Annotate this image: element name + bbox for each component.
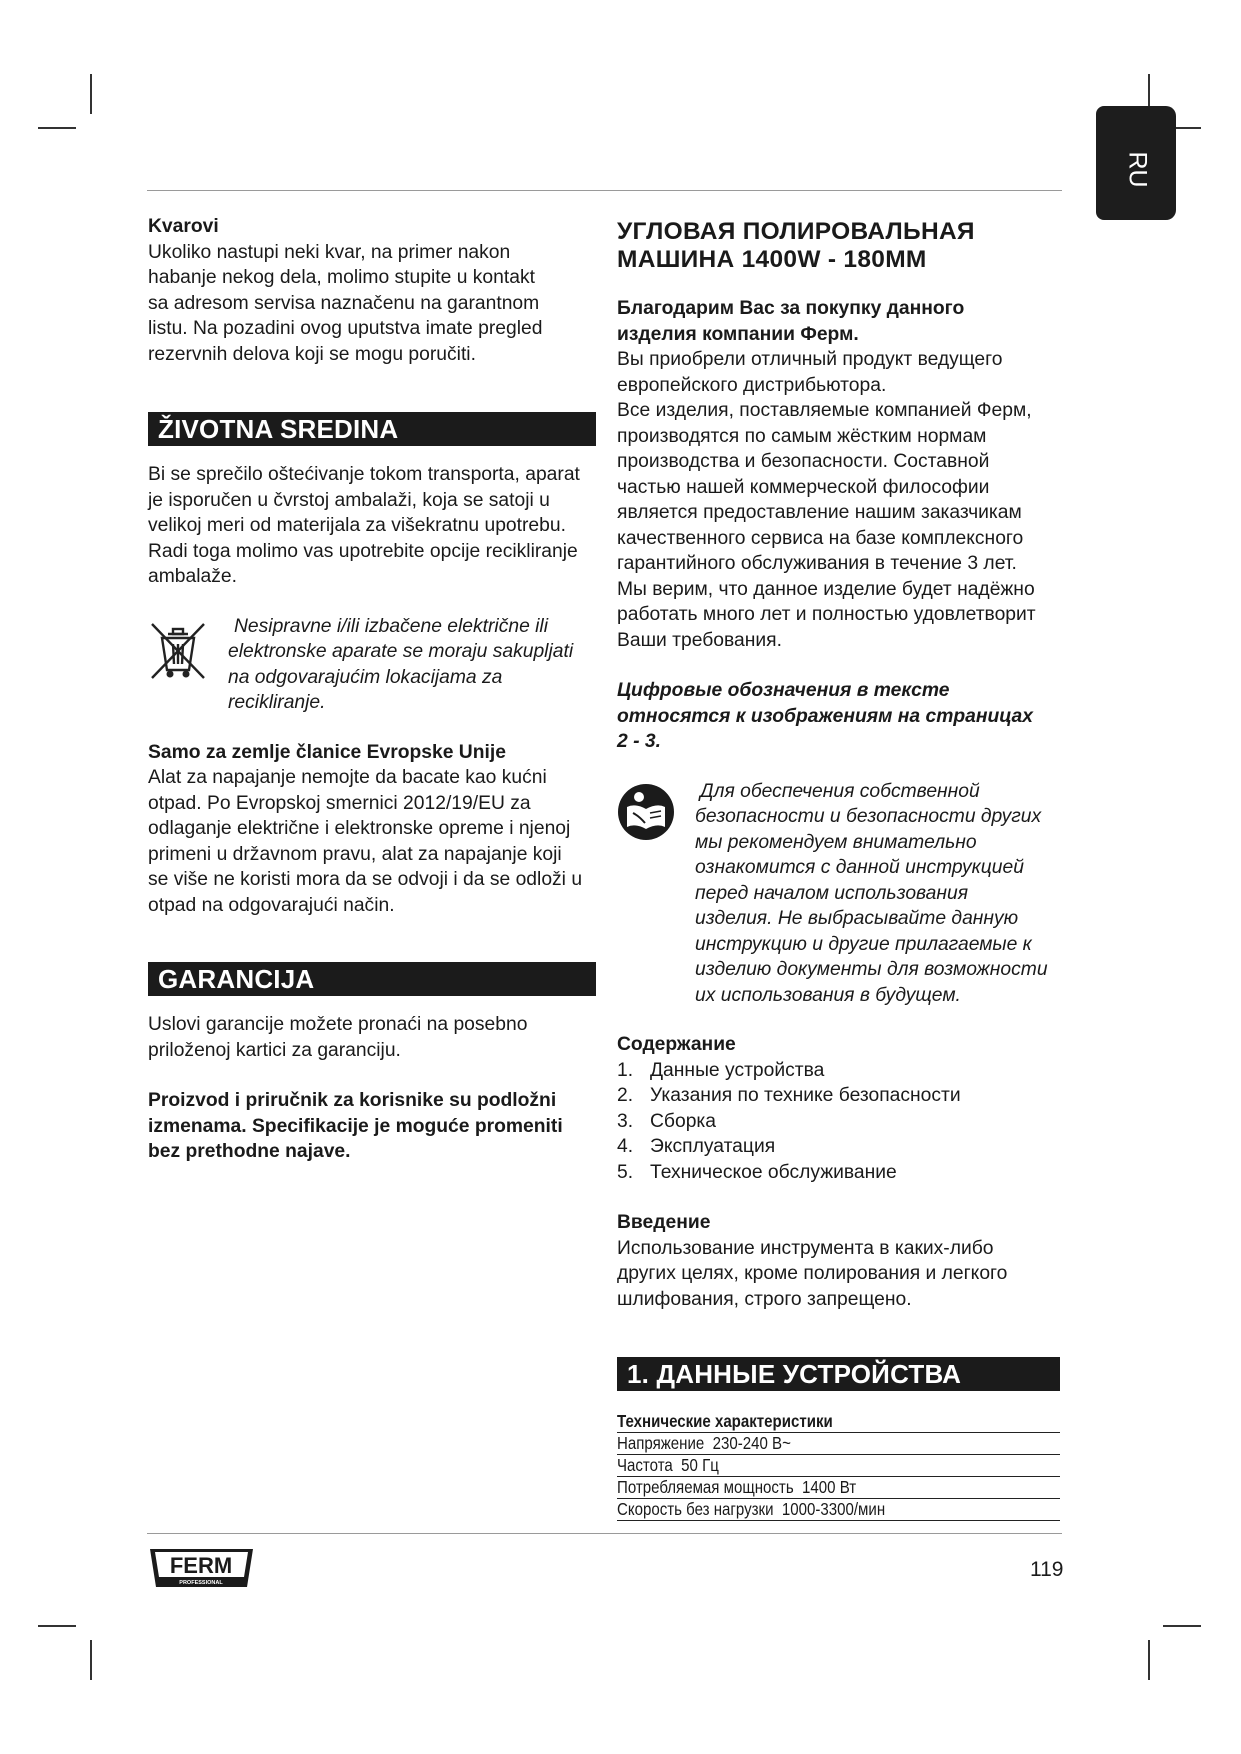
weee-line: Nesipravne i/ili izbačene električne ili [234, 615, 548, 637]
body-line: Мы верим, что данное изделие будет надёжно [617, 578, 1035, 600]
crop-mark [38, 1625, 76, 1627]
contents-item: 5. Техническое обслуживание [617, 1161, 897, 1183]
figure-note-line: относятся к изображениям на страницах [617, 705, 1033, 727]
spec-label: Напряжение [617, 1433, 705, 1453]
crop-mark [1163, 1625, 1201, 1627]
body-line: Использование инструмента в каких-либо [617, 1237, 994, 1259]
specs-heading-row [617, 1411, 1060, 1433]
contents-item: 4. Эксплуатация [617, 1136, 776, 1157]
left-column [148, 214, 608, 1165]
safety-line: их использования в будущем. [695, 984, 961, 1006]
body-line: primeni u državnom pravu, alat za napajanje koji [148, 843, 562, 865]
body-line: частью нашей коммерческой философии [617, 476, 990, 498]
read-manual-icon [617, 783, 675, 841]
language-tab [1096, 106, 1176, 220]
body-line: Uslovi garancije možete pronaći na posebno [148, 1014, 528, 1035]
disclaimer-line: bez prethodne najave. [148, 1141, 351, 1162]
safety-line: изделия. Не выбрасывайте данную [695, 908, 1019, 929]
figure-note-line: Цифровые обозначения в тексте [617, 680, 950, 701]
specs-table [617, 1411, 1060, 1521]
spec-value: 1000-3300/мин [781, 1499, 886, 1519]
section-heading-zivotna-sredina: ŽIVOTNA SREDINA [148, 412, 596, 446]
crossed-bin-icon [148, 620, 208, 682]
product-title-line: МАШИНА 1400W - 180MM [617, 246, 927, 273]
body-line: ambalaže. [148, 566, 237, 587]
body-line: Вы приобрели отличный продукт ведущего [617, 349, 1003, 370]
spec-row [617, 1455, 1060, 1477]
body-line: se više ne koristi mora da se odvoji i da se odloži u [148, 869, 583, 890]
safety-line: ознакомится с данной инструкцией [695, 857, 1024, 878]
body-line: Все изделия, поставляемые компанией Ферм, [617, 400, 1032, 421]
figure-note-line: 2 - 3. [617, 731, 661, 752]
crop-mark [90, 1640, 92, 1680]
weee-line: na odgovarajućim lokacijama za [228, 666, 503, 688]
spec-value: 230-240 В~ [712, 1433, 791, 1453]
body-line: habanje nekog dela, molimo stupite u kontakt [148, 267, 535, 288]
body-line: является предоставление нашим заказчикам [617, 502, 1022, 523]
spec-label: Частота [617, 1455, 673, 1475]
contents-item: 3. Сборка [617, 1110, 716, 1132]
disclaimer-line: izmenama. Specifikacije je moguće promeniti [148, 1115, 563, 1137]
crop-mark [38, 127, 76, 129]
contents-item: 2. Указания по технике безопасности [617, 1085, 961, 1106]
body-line: velikoj meri od materijala za višekratnu upotrebu. [148, 515, 566, 536]
contents-heading: Содержание [617, 1034, 736, 1055]
kvarovi-heading: Kvarovi [148, 216, 219, 237]
introduction-heading: Введение [617, 1212, 711, 1233]
spec-value: 50 Гц [681, 1455, 719, 1475]
crop-mark [1148, 1640, 1150, 1680]
thanks-line: изделия компании Ферм. [617, 323, 859, 345]
body-line: Bi se sprečilo oštećivanje tokom transporta, aparat [148, 464, 580, 485]
language-tab-label: RU [1123, 151, 1152, 188]
body-line: je isporučen u čvrstoj ambalaži, koja se satoji u [148, 489, 550, 511]
right-column [617, 218, 1067, 1521]
section-heading-garancija: GARANCIJA [148, 962, 596, 996]
safety-line: Для обеспечения собственной [700, 780, 980, 802]
section-heading-device-data: 1. ДАННЫЕ УСТРОЙСТВА [617, 1357, 1060, 1391]
body-line: качественного сервиса на базе комплексного [617, 527, 1024, 549]
body-line: listu. Na pozadini ovog uputstva imate pregled [148, 318, 543, 339]
logo-text: FERM [169, 1553, 233, 1578]
safety-line: инструкцию и другие прилагаемые к [695, 933, 1032, 955]
body-line: шлифования, строго запрещено. [617, 1288, 912, 1310]
spec-row [617, 1477, 1060, 1499]
body-line: гарантийного обслуживания в течение 3 лет. [617, 553, 1017, 574]
ferm-logo [148, 1547, 255, 1589]
contents-list [617, 1058, 1067, 1186]
body-line: Ukoliko nastupi neki kvar, na primer nakon [148, 241, 511, 263]
body-line: otpad. Po Evropskoj smernici 2012/19/EU za [148, 792, 531, 814]
disclaimer-line: Proizvod i priručnik za korisnike su podložni [148, 1090, 557, 1111]
footer-rule [147, 1533, 1062, 1534]
header-rule [147, 190, 1062, 191]
logo-subtext: PROFESSIONAL [179, 1580, 223, 1586]
weee-line: elektronske aparate se moraju sakupljati [228, 641, 574, 662]
body-line: производятся по самым жёстким нормам [617, 425, 987, 447]
eu-heading: Samo za zemlje članice Evropske Unije [148, 741, 506, 763]
body-line: работать много лет и полностью удовлетворит [617, 604, 1036, 625]
body-line: odlaganje električne i elektronske opreme i njenoj [148, 818, 571, 839]
weee-line: recikliranje. [228, 692, 326, 713]
safety-line: мы рекомендуем внимательно [695, 831, 977, 853]
body-line: Radi toga molimo vas upotrebite opcije recikliranje [148, 540, 578, 562]
contents-item: 1. Данные устройства [617, 1059, 825, 1081]
body-line: Ваши требования. [617, 629, 782, 651]
specs-heading: Технические характеристики [617, 1411, 833, 1431]
safety-line: изделию документы для возможности [695, 959, 1048, 980]
body-line: производства и безопасности. Составной [617, 451, 990, 472]
safety-line: перед началом использования [695, 882, 969, 904]
body-line: sa adresom servisa naznačenu na garantnom [148, 292, 540, 314]
body-line: европейского дистрибьютора. [617, 374, 887, 396]
body-line: otpad na odgovarajući način. [148, 894, 395, 916]
spec-row [617, 1499, 1060, 1521]
body-line: Alat za napajanje nemojte da bacate kao kućni [148, 767, 547, 788]
thanks-line: Благодарим Вас за покупку данного [617, 298, 965, 319]
product-title-line: УГЛОВАЯ ПОЛИРОВАЛЬНАЯ [617, 218, 975, 245]
spec-label: Скорость без нагрузки [617, 1499, 774, 1519]
safety-line: безопасности и безопасности других [695, 806, 1042, 827]
body-line: priloženoj kartici za garanciju. [148, 1039, 401, 1061]
crop-mark [90, 74, 92, 114]
page-number: 119 [1030, 1558, 1064, 1581]
body-line: rezervnih delova koji se mogu poručiti. [148, 343, 476, 365]
spec-value: 1400 Вт [802, 1477, 857, 1497]
body-line: других целях, кроме полирования и легкого [617, 1263, 1008, 1284]
spec-row [617, 1433, 1060, 1455]
spec-label: Потребляемая мощность [617, 1477, 794, 1497]
